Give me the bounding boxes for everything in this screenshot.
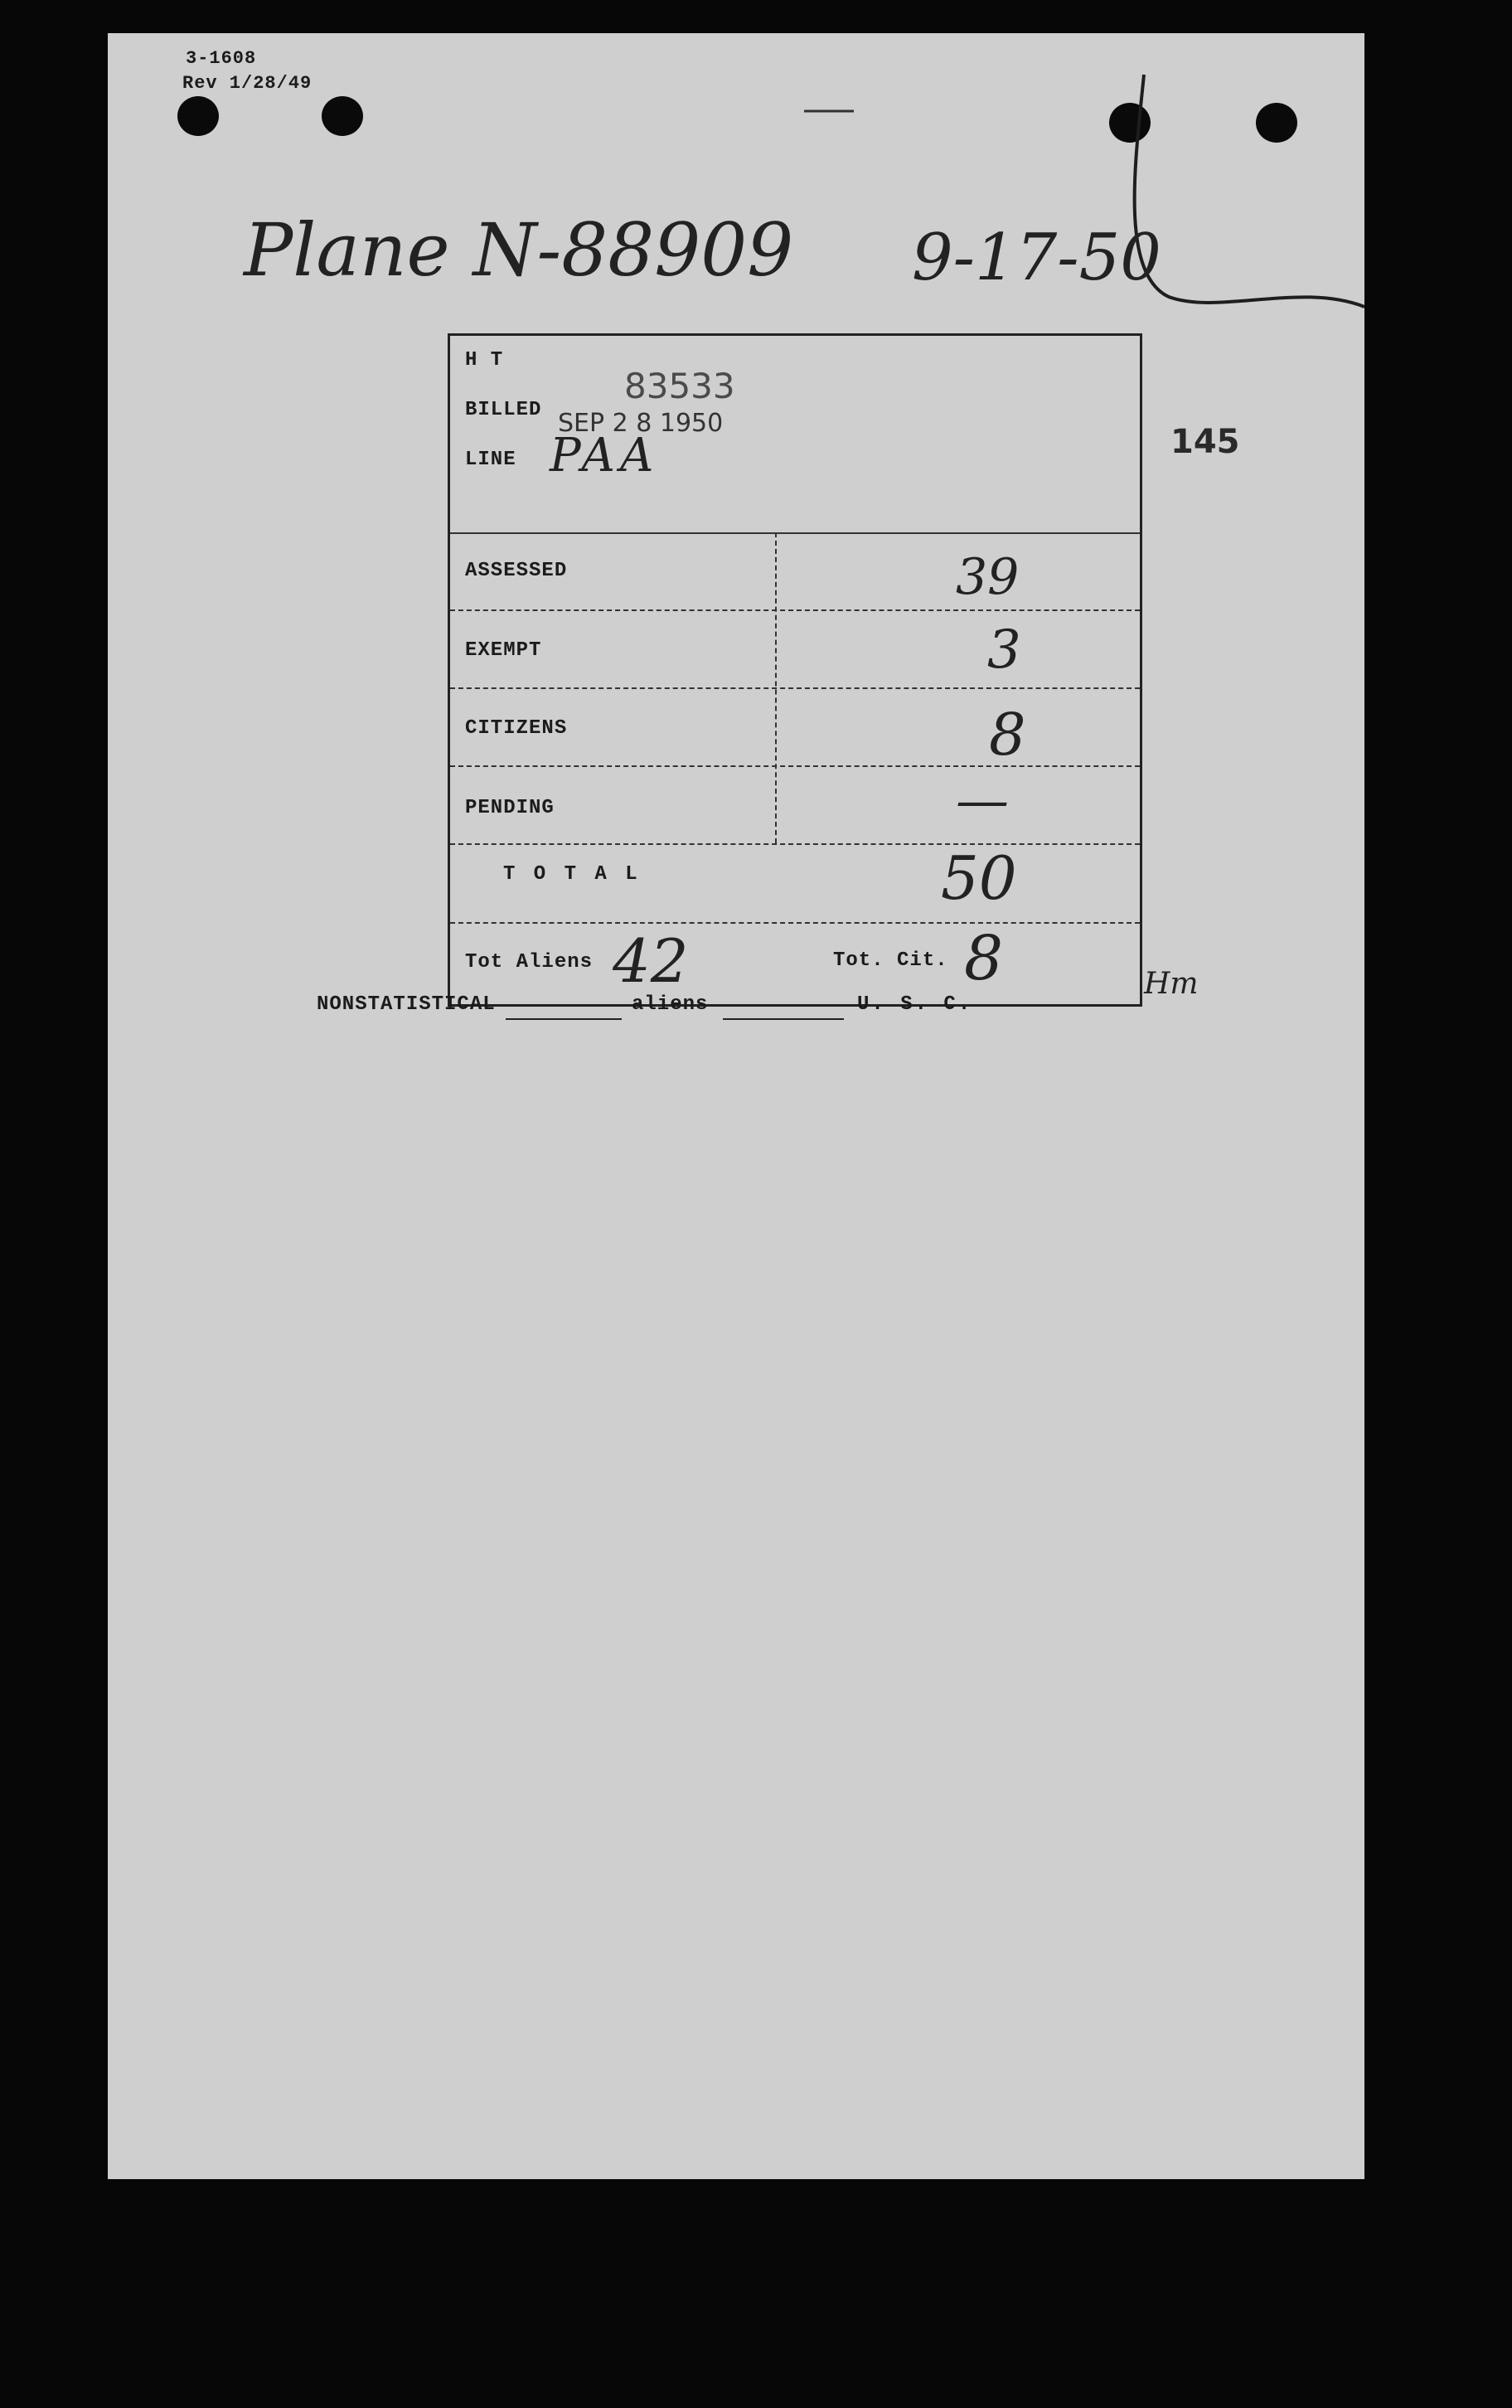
plane-number: Plane N-88909 (244, 207, 794, 293)
usc-blank (723, 1018, 844, 1020)
section-divider (450, 532, 1140, 534)
initials: Hm (1144, 967, 1199, 1001)
document-page (108, 33, 1364, 2179)
row-value-assessed: 39 (956, 548, 1020, 606)
usc-label: U. S. C. (857, 993, 973, 1016)
tot-aliens-label: Tot Aliens (465, 951, 594, 973)
row-label-pending: PENDING (465, 797, 555, 819)
row-divider (450, 609, 1140, 611)
row-divider (450, 922, 1140, 924)
aliens-label: aliens (632, 993, 709, 1016)
row-label-citizens: CITIZENS (465, 717, 568, 740)
row-label-exempt: EXEMPT (465, 639, 542, 662)
row-value-citizens: 8 (989, 701, 1026, 769)
row-divider (450, 843, 1140, 845)
row-divider (450, 765, 1140, 767)
form-number: 3-1608 (186, 48, 257, 69)
row-value-pending: — (956, 770, 1009, 832)
ht-label: H T (465, 349, 504, 371)
manifest-tally-box (448, 333, 1142, 1007)
line-label: LINE (465, 449, 516, 471)
tot-cit-value: 8 (964, 923, 1004, 994)
column-divider (775, 532, 777, 843)
total-value: 50 (941, 843, 1017, 913)
tot-cit-label: Tot. Cit. (833, 949, 948, 972)
row-value-exempt: 3 (987, 619, 1021, 681)
page-number-stamp: 145 (1170, 423, 1240, 461)
handwritten-date: 9-17-50 (912, 221, 1161, 295)
billing-number-stamp: 83533 (624, 366, 735, 406)
row-divider (450, 687, 1140, 689)
billed-date-stamp: SEP 2 8 1950 (558, 409, 724, 438)
billed-label: BILLED (465, 399, 542, 421)
nonstatistical-label: NONSTATISTICAL (317, 993, 496, 1016)
total-label: T O T A L (503, 863, 641, 886)
nonstatistical-blank (506, 1018, 622, 1020)
form-revision: Rev 1/28/49 (182, 73, 313, 94)
tot-aliens-value: 42 (613, 926, 689, 996)
row-label-assessed: ASSESSED (465, 560, 568, 582)
line-value: PAA (550, 429, 659, 483)
